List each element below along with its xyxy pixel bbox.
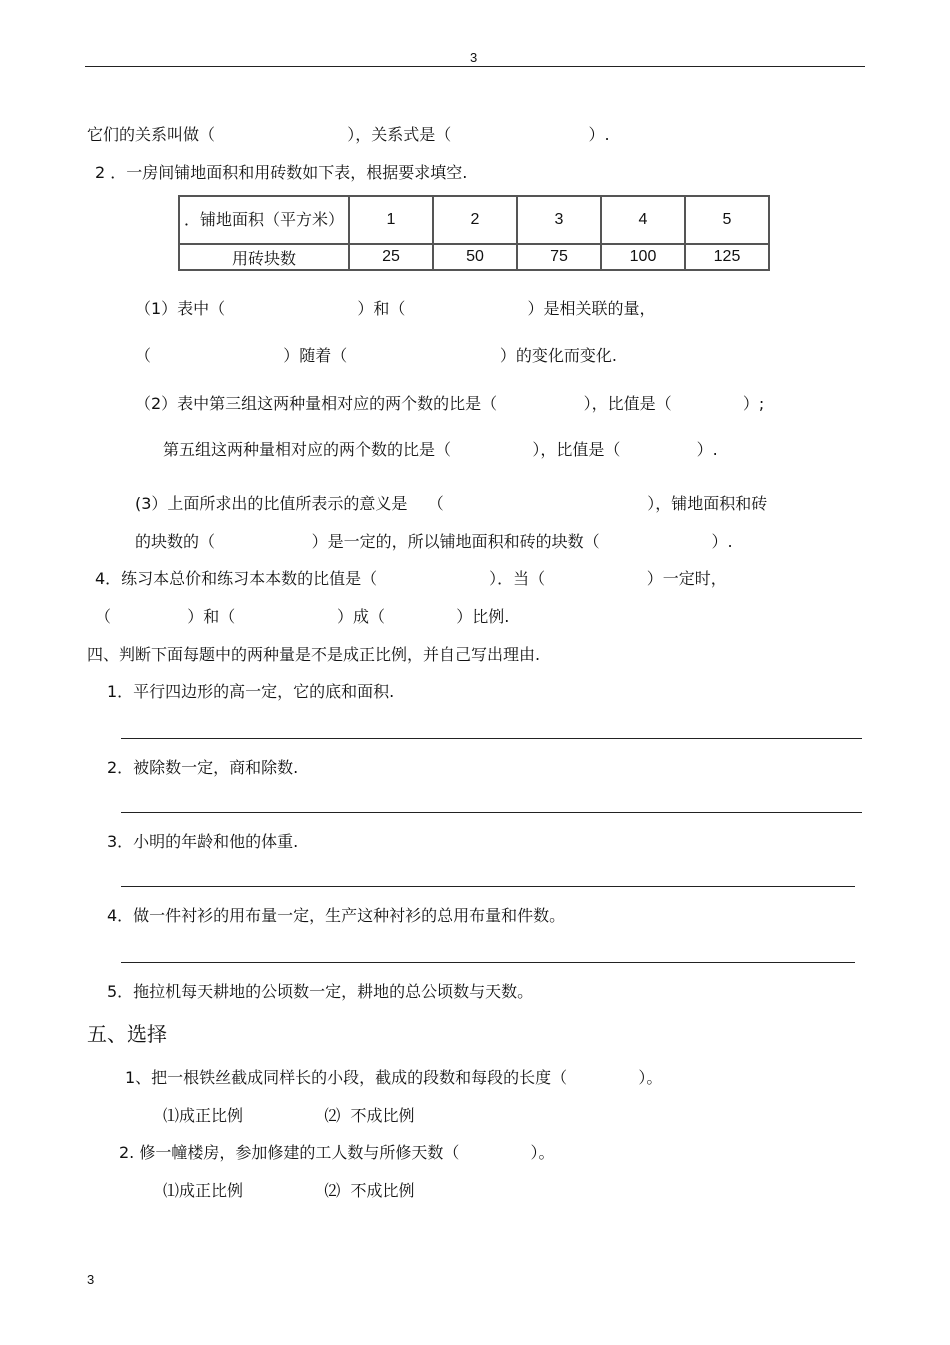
section-5-title: 五、选择: [87, 1022, 167, 1046]
table-cell: 5: [685, 196, 769, 244]
footer-page-number: 3: [87, 1272, 95, 1287]
table-cell: 4: [601, 196, 685, 244]
table-cell: 3: [517, 196, 601, 244]
table-cell: 25: [349, 244, 433, 270]
table-cell: 2: [433, 196, 517, 244]
q2-part2-line1: （2）表中第三组这两种量相对应的两个数的比是（ ），比值是（ ）;: [135, 394, 765, 413]
table-row1-label: ．铺地面积（平方米）: [179, 196, 349, 244]
answer-line: [121, 738, 862, 739]
table-cell: 125: [685, 244, 769, 270]
answer-line: [121, 962, 855, 963]
judge-item-2: 2．被除数一定，商和除数.: [107, 758, 299, 777]
q2-part1-line2: （ ）随着（ ）的变化而变化.: [135, 346, 617, 365]
table-row2-label: 用砖块数: [179, 244, 349, 270]
question-4-line1: 4．练习本总价和练习本本数的比值是（ ）．当（ ）一定时，: [95, 569, 727, 588]
table-cell: 75: [517, 244, 601, 270]
table-cell: 50: [433, 244, 517, 270]
choice-1-options: ⑴成正比例 ⑵ 不成比例: [163, 1106, 415, 1125]
choice-2-options: ⑴成正比例 ⑵ 不成比例: [163, 1181, 415, 1200]
header-page-number: 3: [470, 50, 478, 65]
judge-item-1: 1．平行四边形的高一定，它的底和面积.: [107, 682, 395, 701]
table-cell: 1: [349, 196, 433, 244]
q2-part2-line2: 第五组这两种量相对应的两个数的比是（ ），比值是（ ）.: [163, 440, 718, 459]
line-relation: 它们的关系叫做（ ），关系式是（ ）.: [87, 125, 610, 144]
section-4-title: 四、判断下面每题中的两种量是不是成正比例，并自己写出理由.: [87, 645, 541, 664]
answer-line: [121, 812, 862, 813]
q2-part3-line2: 的块数的（ ）是一定的，所以铺地面积和砖的块数（ ）.: [135, 532, 733, 551]
judge-item-3: 3．小明的年龄和他的体重.: [107, 832, 299, 851]
choice-question-1: 1、把一根铁丝截成同样长的小段，截成的段数和每段的长度（ ）。: [125, 1068, 663, 1087]
judge-item-4: 4．做一件衬衫的用布量一定，生产这种衬衫的总用布量和件数。: [107, 906, 566, 925]
header-rule: [85, 66, 865, 67]
question-2: 2 ．一房间铺地面积和用砖数如下表，根据要求填空.: [95, 163, 468, 182]
table-cell: 100: [601, 244, 685, 270]
q2-part3-line1: (3）上面所求出的比值所表示的意义是 （ ），铺地面积和砖: [135, 494, 768, 513]
choice-question-2: 2. 修一幢楼房，参加修建的工人数与所修天数（ ）。: [119, 1143, 555, 1162]
answer-line: [121, 886, 855, 887]
judge-item-5: 5．拖拉机每天耕地的公顷数一定，耕地的总公顷数与天数。: [107, 982, 534, 1001]
q2-part1-line1: （1）表中（ ）和（ ）是相关联的量，: [135, 299, 656, 318]
question-4-line2: （ ）和（ ）成（ ）比例.: [95, 607, 510, 626]
data-table: [178, 195, 770, 271]
